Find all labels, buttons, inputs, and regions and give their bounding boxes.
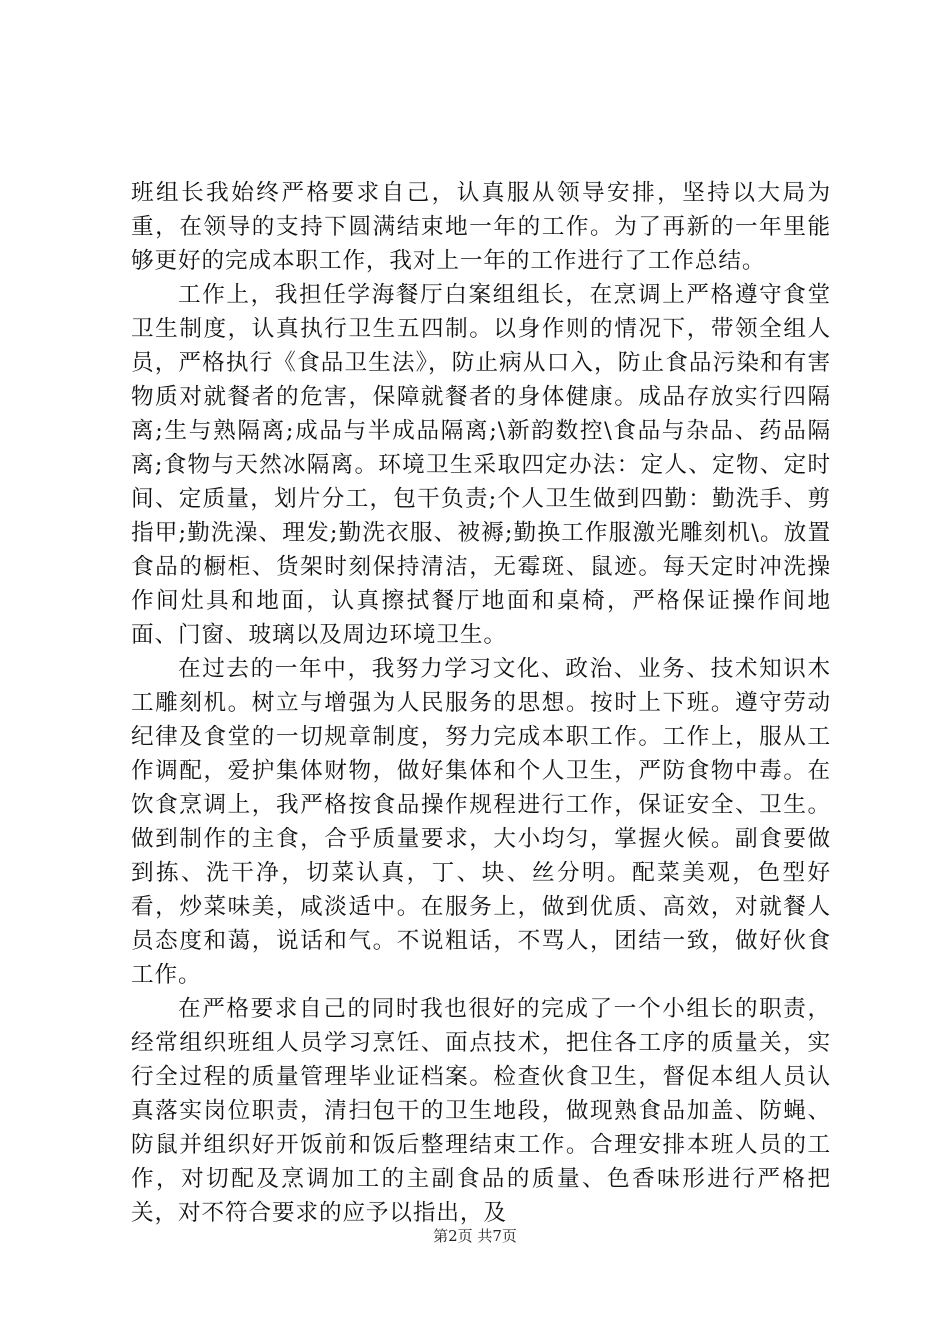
paragraph-1: 班组长我始终严格要求自己，认真服从领导安排，坚持以大局为重，在领导的支持下圆满结束地一年的工作。为了再新的一年里能够更好的完成本职工作，我对上一年的工作进行了工作总结。 — [131, 180, 831, 274]
page-number-footer: 第2页 共7页 — [433, 1227, 517, 1245]
document-body — [131, 176, 831, 1230]
paragraph-4: 在严格要求自己的同时我也很好的完成了一个小组长的职责，经常组织班组人员学习烹饪、面点技术，把住各工序的质量关，实行全过程的质量管理毕业证档案。检查伙食卫生，督促本组人员认真落实岗位职责，清扫包干的卫生地段，做现熟食品加盖、防蝇、防鼠并组织好开饭前和饭后整理结束工作。合理安排本班人员的工作，对切配及烹调加工的主副食品的质量、色香味形进行严格把关，对不符合要求的应予以指出，及 — [131, 996, 831, 1226]
paragraph-3: 在过去的一年中，我努力学习文化、政治、业务、技术知识木工雕刻机。树立与增强为人民服务的思想。按时上下班。遵守劳动纪律及食堂的一切规章制度，努力完成本职工作。工作上，服从工作调配，爱护集体财物，做好集体和个人卫生，严防食物中毒。在饮食烹调上，我严格按食品操作规程进行工作，保证安全、卫生。做到制作的主食，合乎质量要求，大小均匀，掌握火候。副食要做到拣、洗干净，切菜认真，丁、块、丝分明。配菜美观，色型好看，炒菜味美，咸淡适中。在服务上，做到优质、高效，对就餐人员态度和蔼，说话和气。不说粗话，不骂人，团结一致，做好伙食工作。 — [131, 656, 831, 988]
paragraph-2: 工作上，我担任学海餐厅白案组组长，在烹调上严格遵守食堂卫生制度，认真执行卫生五四制。以身作则的情况下，带领全组人员，严格执行《食品卫生法》，防止病从口入，防止食品污染和有害物质对就餐者的危害，保障就餐者的身体健康。成品存放实行四隔离;生与熟隔离;成品与半成品隔离;\新韵数控\食品与杂品、药品隔离;食物与天然冰隔离。环境卫生采取四定办法：定人、定物、定时间、定质量，划片分工，包干负责;个人卫生做到四勤：勤洗手、剪指甲;勤洗澡、理发;勤洗衣服、被褥;勤换工作服激光雕刻机\。放置食品的橱柜、货架时刻保持清洁，无霉斑、鼠迹。每天定时冲洗操作间灶具和地面，认真擦拭餐厅地面和桌椅，严格保证操作间地面、门窗、玻璃以及周边环境卫生。 — [131, 282, 831, 648]
